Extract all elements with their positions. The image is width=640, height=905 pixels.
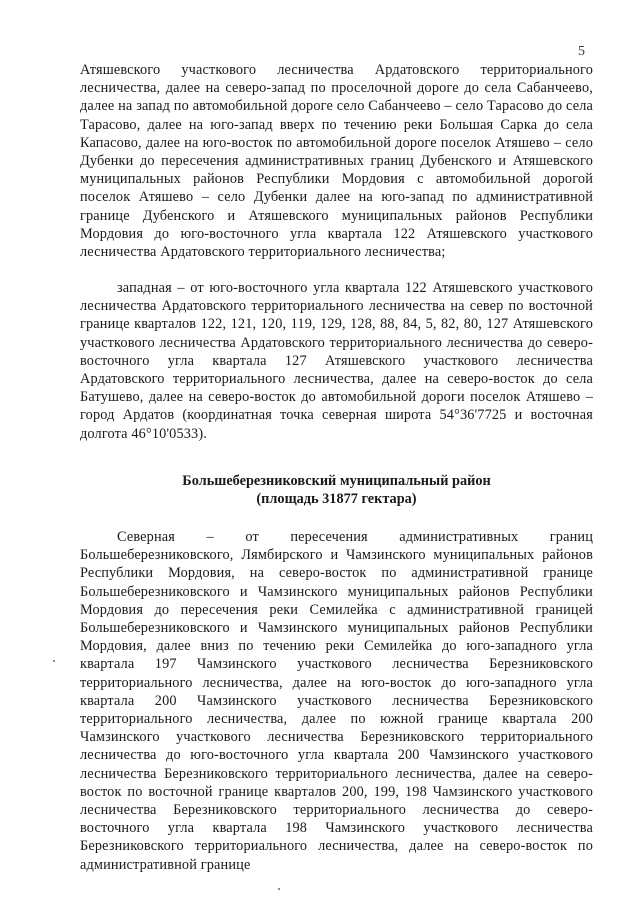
section-title: Большеберезниковский муниципальный район: [182, 473, 491, 489]
section-heading: [80, 472, 593, 508]
paragraph-north-boundary: Северная – от пересечения административных границ Большеберезниковского, Лямбирского и Чамзинского муниципальных районов Республики Мордовия, на северо-восток по административной границе Большеберезниковского и Чамзинского муниципальных районов Республики Мордовия до пересечения реки Семилейка с административной границей Большеберезниковского и Чамзинского муниципальных районов Республики Мордовия, далее вниз по течению реки Семилейка до юго-западного угла квартала 197 Чамзинского участкового лесничества Березниковского территориального лесничества, далее на юго-восток до юго-западного угла квартала 200 Чамзинского участкового лесничества Березниковского территориального лесничества, далее по южной границе квартала 200 Чамзинского участкового лесничества Березниковского территориального лесничества до юго-восточного угла квартала 200 Чамзинского участкового лесничества Березниковского территориального лесничества, далее на северо-восток по восточной границе кварталов 200, 199, 198 Чамзинского участкового лесничества Березниковского территориального лесничества до северо-восточного угла квартала 198 Чамзинского участкового лесничества Березниковского территориального лесничества, далее на северо-восток по административной границе: [80, 529, 593, 873]
scan-speck: [278, 888, 280, 890]
paragraph-west-boundary: западная – от юго-восточного угла квартала 122 Атяшевского участкового лесничества Ардатовского территориального лесничества на север по восточной границе кварталов 122, 121, 120, 119, 129, 128, 88, 84, 5, 82, 80, 127 Атяшевского участкового лесничества Ардатовского территориального лесничества до северо-восточного угла квартала 127 Атяшевского участкового лесничества Ардатовского территориального лесничества, далее на северо-восток до села Батушево, далее на северо-восток до автомобильной дороги поселок Атяшево – город Ардатов (координатная точка северная широта 54°36'7725 и восточная долгота 46°10'0533).: [80, 280, 593, 442]
paragraph-continuation: Атяшевского участкового лесничества Ардатовского территориального лесничества, далее на северо-запад по проселочной дороге до села Сабанчеево, далее на запад по автомобильной дороге село Сабанчеево – село Тарасово до села Тарасово, далее на юго-запад вверх по течению реки Большая Сарка до села Капасово, далее на юго-восток по автомобильной дороге поселок Атяшево – село Дубенки до пересечения административных границ Дубенского и Атяшевского муниципальных районов Республики Мордовия с автомобильной дорогой поселок Атяшево – село Дубенки далее на юго-запад по административной границе Дубенского и Атяшевского муниципальных районов Республики Мордовия до юго-восточного угла квартала 122 Атяшевского участкового лесничества Ардатовского территориального лесничества;: [80, 62, 593, 261]
section-subtitle: (площадь 31877 гектара): [256, 491, 417, 508]
page-number: 5: [578, 44, 585, 59]
scan-speck: [53, 660, 55, 662]
